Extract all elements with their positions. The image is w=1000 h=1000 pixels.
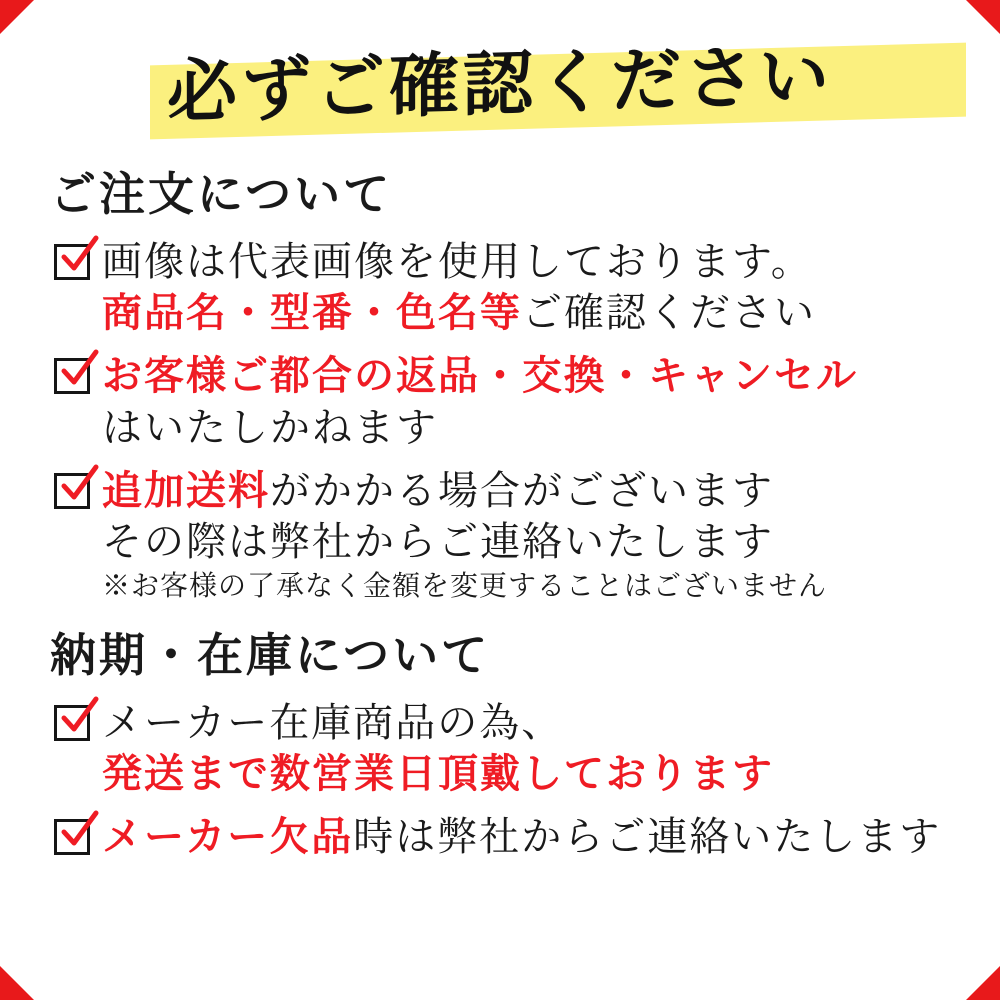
checkbox-checked-icon	[54, 358, 90, 394]
section-heading: ご注文について	[50, 169, 393, 220]
text-fragment: 時は弊社からご連絡いたします	[353, 814, 942, 860]
list-item-text	[102, 697, 954, 799]
text-line	[102, 287, 954, 338]
text-line	[102, 811, 954, 862]
list-item-text	[102, 350, 954, 452]
checkbox-checked-icon	[54, 705, 90, 741]
sections-container	[46, 158, 954, 863]
page-title	[46, 40, 954, 132]
list-item	[46, 465, 954, 605]
text-line: 画像は代表画像を使用しております。	[102, 239, 813, 284]
text-line: メーカー在庫商品の為、	[102, 699, 564, 745]
text-line: 発送まで数営業日頂戴しております	[102, 751, 774, 797]
text-line	[102, 465, 954, 516]
checkbox-checked-icon	[54, 244, 90, 280]
list-item	[46, 811, 954, 862]
corner-accent-top-right	[966, 0, 1000, 34]
text-line: ※お客様の了承なく金額を変更することはございません	[102, 571, 828, 603]
checkbox-checked-icon	[54, 473, 90, 509]
text-fragment: メーカー欠品	[102, 814, 354, 860]
checkbox-checked-icon	[54, 819, 90, 855]
corner-accent-top-left	[0, 0, 34, 34]
text-line: お客様ご都合の返品・交換・キャンセル	[102, 353, 858, 399]
text-line: その際は弊社からご連絡いたします	[102, 518, 774, 564]
text-line: はいたしかねます	[102, 404, 438, 450]
list-item	[46, 350, 954, 452]
title-text: 必ずご確認ください	[167, 38, 833, 133]
section-heading: 納期・在庫について	[50, 629, 491, 681]
text-fragment: 追加送料	[102, 467, 270, 513]
corner-accent-bottom-left	[0, 966, 34, 1000]
list-item-text	[102, 811, 954, 862]
text-fragment: ご確認ください	[522, 290, 816, 336]
corner-accent-bottom-right	[966, 966, 1000, 1000]
list-item-text	[102, 465, 954, 605]
list-item	[46, 697, 954, 799]
text-fragment: がかかる場合がございます	[270, 467, 774, 513]
list-item	[46, 236, 954, 338]
list-item-text	[102, 236, 954, 338]
text-fragment: 商品名・型番・色名等	[102, 290, 522, 336]
